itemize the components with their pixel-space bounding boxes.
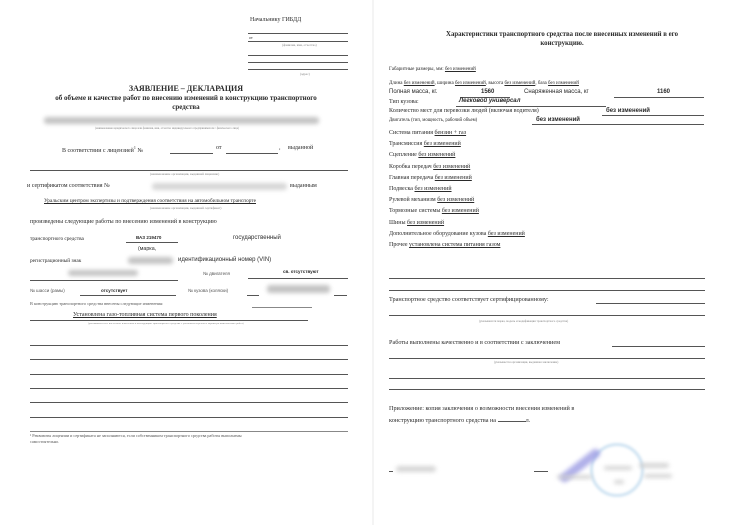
conformity-caption: (указываются марка, модель и модификация транспортного средства) [479, 320, 569, 323]
height-label: высота [488, 81, 504, 86]
redacted-vin [68, 270, 138, 276]
conformity-line-2[interactable] [389, 315, 705, 316]
addressee-label: Начальнику ГИБДД [250, 17, 302, 23]
engine-value: без изменений [536, 117, 580, 123]
changes-value-line [30, 320, 308, 321]
license-caption: (наименование организации, выдавшей лицензию) [150, 172, 220, 176]
characteristics-list [389, 128, 525, 251]
attachment-suffix: л. [525, 417, 531, 424]
redacted-certificate-number [152, 183, 287, 190]
attachment-prefix: конструкцию транспортного средства на [389, 417, 497, 424]
chassis-value: отсутствует [101, 288, 128, 293]
signature-caption-blur [557, 475, 592, 479]
declaration-page-right [374, 0, 750, 525]
from-line [248, 41, 348, 42]
state-label: государственный [233, 235, 281, 241]
footnote-mark: 1 [133, 145, 136, 150]
body-number-label: № кузова (коляски) [188, 288, 229, 293]
other-line-2[interactable] [389, 290, 705, 291]
conformity-field[interactable] [596, 303, 705, 304]
body-number-line-left [247, 295, 259, 296]
stamp-text-blur-2 [614, 480, 624, 484]
attachment-line2 [389, 416, 530, 424]
quality-line-4[interactable] [389, 389, 705, 390]
dims-detail-row: Длина без изменений, ширина без изменений, высота без изменений, база без изменений [389, 81, 579, 86]
license-row-label [62, 145, 143, 154]
changes-caption: (указываются все внесенные изменения в конструкцию транспортного средства с указанием перечня и характера выполненных работ) [88, 322, 244, 325]
blank-line-5[interactable] [30, 402, 348, 403]
declaration-page-left [0, 0, 372, 525]
redacted-signer-name [639, 463, 669, 468]
body-type-label: Тип кузова: [389, 99, 419, 105]
works-text: произведены следующие работы по внесению изменений в конструкцию [30, 219, 217, 225]
blank-line-4[interactable] [30, 388, 348, 389]
dimensions-row [389, 67, 476, 72]
redacted-applicant-name [44, 117, 319, 124]
body-type-line [456, 106, 606, 107]
blank-line-3[interactable] [30, 374, 348, 375]
seats-line [602, 115, 704, 116]
applicant-caption: (наименование юридического лица или фамилия, имя, отчество индивидуального предпринимателя / физического лица) [95, 127, 240, 130]
conformity-label: Транспортное средство соответствует сертифицированному: [389, 296, 549, 303]
characteristics-title-line2: конструкцию. [540, 40, 584, 47]
engine-number-line [248, 278, 348, 279]
char-item-steering: Рулевой механизм без изменений [389, 197, 475, 204]
body-number-line-right [334, 295, 347, 296]
body-type-value: Легковой универсал [459, 98, 521, 104]
footnote-separator [30, 431, 348, 432]
char-item-other: Прочее установлена система питания газом [389, 242, 501, 249]
address-line-2 [248, 62, 348, 63]
base-label: база [537, 81, 547, 86]
blank-line-1[interactable] [30, 345, 348, 346]
changes-label: В конструкцию транспортного средства внесены следующие изменения: [30, 301, 164, 306]
quality-line-3[interactable] [389, 378, 705, 379]
quality-line-2[interactable] [389, 358, 705, 359]
char-item-suspension: Подвеска без изменений [389, 186, 452, 193]
full-mass-label: Полная масса, кг. [389, 89, 438, 95]
char-item-fuel-system: Система питания бензин + газ [389, 130, 467, 136]
dimensions-label: Габаритные размеры, мм: [389, 67, 444, 72]
certificate-issued-label: выданным [290, 183, 317, 189]
license-prefix: В соответствии с лицензией [62, 148, 134, 154]
length-value: без изменений [403, 81, 435, 86]
caption-address: (адрес) [300, 72, 310, 76]
stamp-text-blur [604, 466, 632, 470]
vehicle-model-value: ВАЗ 219470 [136, 235, 162, 240]
vin-label: идентификационный номер (VIN) [178, 257, 272, 263]
engine-line [532, 124, 704, 125]
quality-label: Работы выполнены качественно и в соответствии с заключением [389, 339, 561, 346]
changes-value: Установлена газо-топливная система первого поколения [73, 312, 217, 318]
width-label: ширина [437, 81, 454, 86]
reg-label: регистрационный знак [30, 258, 82, 264]
vin-line [30, 280, 178, 281]
other-line-1[interactable] [389, 278, 705, 279]
document-subtitle-line2: средства [172, 103, 200, 111]
license-number-field[interactable] [170, 153, 213, 154]
from-prefix: от [249, 35, 253, 40]
date-line-stub [389, 471, 393, 472]
certificate-issuer: Уральским центром экспертизы и подтверждения соответствия на автомобильном транспорте [44, 198, 256, 204]
license-no-label: № [137, 148, 144, 154]
chassis-label: № шасси (рамы) [30, 288, 65, 293]
vehicle-model-line [126, 242, 178, 243]
document-title: ЗАЯВЛЕНИЕ – ДЕКЛАРАЦИЯ [128, 84, 244, 93]
curb-mass-value: 1160 [657, 89, 671, 95]
engine-number-value: св. отсутствуют [283, 269, 319, 274]
engine-label: Двигатель (тип, мощность, рабочий объем) [389, 118, 478, 123]
license-comma: , [279, 145, 281, 151]
vehicle-label: транспортного средства [30, 236, 84, 242]
address-line-1 [248, 55, 348, 56]
char-item-tires: Шины без изменений [389, 219, 445, 226]
length-label: Длина [389, 81, 403, 86]
changes-line-short [252, 307, 312, 308]
addressee-line-1 [248, 33, 348, 34]
quality-field[interactable] [612, 346, 705, 347]
redacted-body-number [267, 285, 330, 293]
certificate-prefix: и сертификатом соответствия № [27, 183, 110, 189]
redacted-reg-number [128, 257, 173, 264]
base-value: без изменений [548, 81, 579, 86]
char-item-brakes: Тормозные системы без изменений [389, 208, 479, 215]
seats-value: без изменений [606, 108, 650, 114]
footnote-text: ¹ Реквизиты лицензии и сертификата не заполняются, если собственником транспортного средства работы выполнены [30, 433, 242, 438]
full-mass-value: 1560 [481, 89, 495, 95]
blank-line-6[interactable] [30, 417, 348, 418]
license-issuer-field[interactable] [30, 170, 348, 171]
seats-label: Количество мест для перевозки людей (включая водителя) [389, 108, 539, 114]
redacted-date [396, 466, 436, 472]
chassis-line [80, 295, 176, 296]
characteristics-title-line1: Характеристики транспортного средства после внесенных изменений в его [446, 31, 678, 38]
caption-fio: (фамилия, имя, отчество) [282, 43, 317, 47]
footnote-text-line2: самостоятельно. [30, 439, 60, 444]
char-item-transmission: Трансмиссия без изменений [389, 141, 461, 148]
certificate-caption: (наименование организации, выдавшей сертификат) [150, 206, 222, 210]
document-subtitle-line1: об объеме и качестве работ по внесению изменений в конструкцию транспортного [55, 94, 317, 102]
signer-caption-blur [644, 474, 672, 478]
license-from-label: от [216, 145, 222, 151]
address-line-3 [248, 69, 348, 70]
signature-line-stub [534, 471, 548, 472]
char-item-extra-equipment: Дополнительное оборудование кузова без изменений [389, 230, 525, 237]
blank-line-2[interactable] [30, 359, 348, 360]
char-item-final-drive: Главная передача без изменений [389, 174, 472, 181]
curb-mass-line [614, 97, 704, 98]
engine-number-label: № двигателя [203, 271, 230, 276]
license-date-field[interactable] [226, 153, 278, 154]
quality-caption: (указывается организация, выдавшая заключение) [494, 361, 559, 364]
height-value: без изменений [504, 81, 536, 86]
curb-mass-label: Снаряженная масса, кг [524, 89, 589, 95]
dimensions-value: без изменений [444, 67, 476, 72]
char-item-clutch: Сцепление без изменений [389, 152, 456, 159]
brand-caption: (марка, [138, 246, 157, 252]
license-issued-label: выданной [288, 145, 314, 151]
attachment-pages-field[interactable] [498, 416, 526, 422]
attachment-line1: Приложение: копия заключения о возможности внесения изменений в [389, 405, 575, 412]
width-value: без изменений [454, 81, 486, 86]
char-item-gearbox: Коробка передач без изменений [389, 163, 471, 170]
